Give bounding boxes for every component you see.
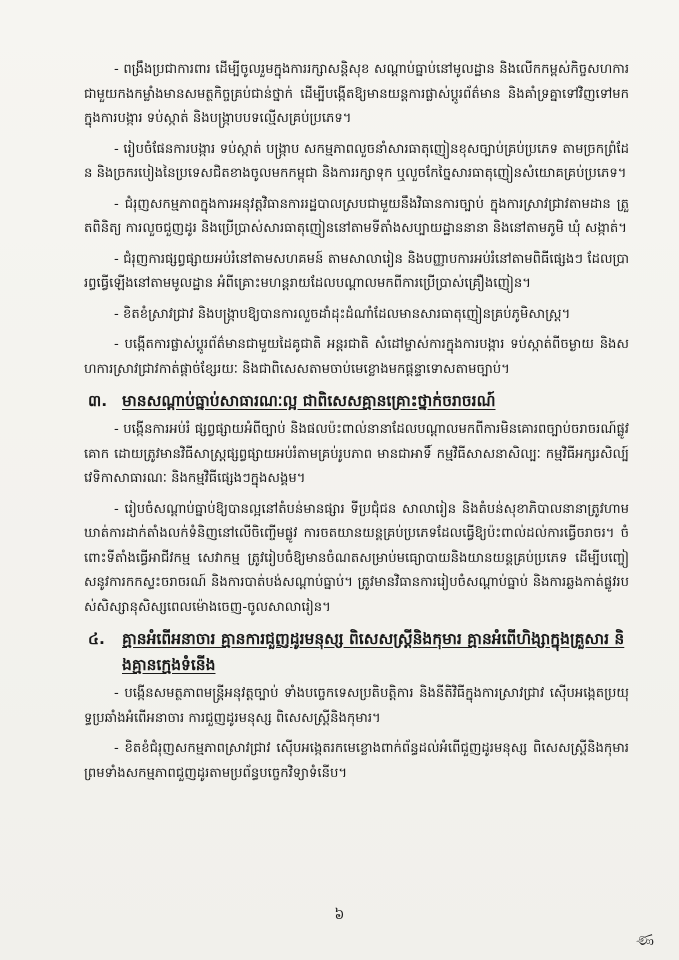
paragraph: - រៀបចំផែនការបង្ការ ទប់ស្កាត់ បង្ក្រាប សកម្មភាពលួចនាំសារធាតុញៀនខុសច្បាប់គ្រប់ប្រភេទ តាមច្រកព្រំដែន និងច្រករបៀងនៃប្រទេសជិតខាងចូលមកកម្ពុជា និងការរក្សាទុក ឬលួចកែច្នៃសារធាតុញៀនសំយោគគ្រប់ប្រភេទ។ <box>84 141 629 181</box>
section-title: គ្មានអំពើអនាចារ គ្មានការជួញដូរមនុស្ស ពិសេសស្ត្រីនិងកុមារ គ្មានអំពើហិង្សាក្នុងគ្រួសារ និងគ្មានក្មេងទំនើង <box>122 630 625 674</box>
paragraph: - ខិតខំស្រាវជ្រាវ និងបង្ក្រាបឱ្យបានការលួចដាំដុះដំណាំដែលមានសារធាតុញៀនគ្រប់ភូមិសាស្ត្រ។ <box>114 306 571 322</box>
section-heading-4 <box>84 626 629 678</box>
paragraph: - ជំរុញការផ្សព្វផ្សាយអប់រំនៅតាមសហគមន៍ តាមសាលារៀន និងបញ្ញាបការអប់រំនៅតាមពិធីផ្សេងៗ ដែលប្រារព្ធធ្វើឡើងនៅតាមមូលដ្ឋាន អំពីគ្រោះមហន្តរាយដែលបណ្តាលមកពីការប្រើប្រាស់គ្រឿងញៀន។ <box>84 251 629 291</box>
section-heading-3 <box>84 388 629 414</box>
handwritten-initials: ණ <box>636 930 654 949</box>
document-body <box>84 58 629 792</box>
section-title: មានសណ្តាប់ធ្នាប់សាធារណៈល្អ ជាពិសេសគ្មានគ្រោះថ្នាក់ចរាចរណ៍ <box>122 392 496 410</box>
paragraph: - ជំរុញសកម្មភាពក្នុងការអនុវត្តវិធានការរដ្ឋបាលស្របជាមួយនឹងវិធានការច្បាប់ ក្នុងការស្រាវជ្រាវតាមដាន ត្រួតពិនិត្យ ការលួចជួញដូរ និងប្រើប្រាស់សារធាតុញៀននៅតាមទីតាំងសប្បាយដ្ឋាននានា និងនៅតាមភូមិ ឃុំ សង្កាត់។ <box>84 196 629 236</box>
paragraph: - រៀបចំសណ្តាប់ធ្នាប់ឱ្យបានល្អនៅតំបន់មានផ្សារ ទីប្រជុំជន សាលារៀន និងតំបន់សុខាភិបាលនានាត្រូវហាមឃាត់ការដាក់តាំងលក់ទំនិញនៅលើចិញ្ចើមផ្លូវ ការចតយានយន្តគ្រប់ប្រភេទដែលធ្វើឱ្យប៉ះពាល់ដល់ការធ្វើចរាចរ។ ចំពោះទីតាំងធ្វើអាជីវកម្ម សេវាកម្ម ត្រូវរៀបចំឱ្យមានចំណតសម្រាប់មធ្យោបាយនិងយានយន្តគ្រប់ប្រភេទ ដើម្បីបញ្ចៀសនូវការកកស្ទះចរាចរណ៍ និងការបាត់បង់សណ្តាប់ធ្នាប់។ ត្រូវមានវិធានការរៀបចំសណ្តាប់ធ្នាប់ និងការឆ្លងកាត់ផ្លូវរបស់សិស្សានុសិស្សពេលម៉ោងចេញ-ចូលសាលារៀន។ <box>84 501 629 615</box>
paragraph: - បង្កើនសមត្ថភាពមន្ត្រីអនុវត្តច្បាប់ ទាំងបច្ចេកទេសប្រតិបត្តិការ និងនីតិវិធីក្នុងការស្រាវជ្រាវ ស៊ើបអង្កេតប្រយុទ្ធប្រឆាំងអំពើអនាចារ ការជួញដូរមនុស្ស ពិសេសស្ត្រីនិងកុមារ។ <box>84 686 629 726</box>
paragraph: - ខិតខំជំរុញសកម្មភាពស្រាវជ្រាវ ស៊ើបអង្កេតរកមេខ្លោងពាក់ព័ន្ធដល់អំពើជួញដូរមនុស្ស ពិសេសស្ត្រីនិងកុមារ ព្រមទាំងសកម្មភាពជួញដូរតាមប្រព័ន្ធបច្ចេកវិទ្យាទំនើប។ <box>84 741 629 781</box>
section-number: ៤. <box>88 630 105 648</box>
paragraph: - បង្កើតការផ្លាស់ប្តូរព័ត៌មានជាមួយដៃគូជាតិ អន្តរជាតិ សំដៅម្ចាស់ការក្នុងការបង្ការ ទប់ស្កាត់ពីចម្ងាយ និងសហការស្រាវជ្រាវកាត់ផ្តាច់ខ្សែរយៈ និងជាពិសេសតាមចាប់មេខ្លោងមកផ្តន្ទាទោសតាមច្បាប់។ <box>84 337 629 377</box>
paragraph: - ពង្រឹងប្រជាការពារ ដើម្បីចូលរួមក្នុងការរក្សាសន្តិសុខ សណ្តាប់ធ្នាប់នៅមូលដ្ឋាន និងលើកកម្ពស់កិច្ចសហការជាមួយកងកម្លាំងមានសមត្ថកិច្ចគ្រប់ជាន់ថ្នាក់ ដើម្បីបង្កើតឱ្យមានយន្តការផ្លាស់ប្តូរព័ត៌មាន និងគាំទ្រគ្នាទៅវិញទៅមក ក្នុងការបង្ការ ទប់ស្កាត់ និងបង្ក្រាបបទល្មើសគ្រប់ប្រភេទ។ <box>84 62 629 126</box>
paragraph: - បង្កើនការអប់រំ ផ្សព្វផ្សាយអំពីច្បាប់ និងផលប៉ះពាល់នានាដែលបណ្តាលមកពីការមិនគោរពច្បាប់ចរាចរណ៍ផ្លូវគោក ដោយត្រូវមានវិធីសាស្ត្រផ្សព្វផ្សាយអប់រំតាមគ្រប់រូបភាព មានជាអាទិ៍ កម្មវិធីសាសនាសិល្បៈ កម្មវិធីអក្សរសិល្ប៍ វេទិកាសាធារណៈ និងកម្មវិធីផ្សេងៗក្នុងសង្គម។ <box>84 422 629 486</box>
page-number: ៦ <box>334 907 345 923</box>
section-number: ៣. <box>88 392 108 410</box>
